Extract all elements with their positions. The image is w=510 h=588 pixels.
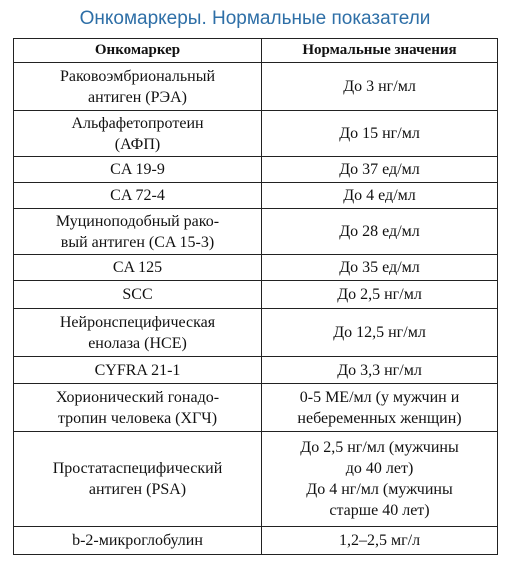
marker-cell: Нейронспецифическая енолаза (НСЕ) [14,309,262,357]
tumor-markers-table [13,38,498,555]
table-row [14,309,498,357]
column-header-normal-values: Нормальные значения [262,39,498,63]
normal-value-cell: До 12,5 нг/мл [262,309,498,357]
page-title: Онкомаркеры. Нормальные показатели [79,8,431,29]
table-row [14,527,498,555]
marker-cell: b-2-микроглобулин [14,527,262,555]
normal-value-cell: До 3,3 нг/мл [262,357,498,384]
table-row [14,111,498,157]
normal-value-cell: До 37 ед/мл [262,157,498,183]
table-row [14,281,498,309]
normal-value-cell: До 2,5 нг/мл [262,281,498,309]
normal-value-cell: До 28 ед/мл [262,209,498,255]
marker-cell: Альфафетопротеин (АФП) [14,111,262,157]
normal-value-cell: До 4 ед/мл [262,183,498,209]
table-body [14,63,498,555]
marker-cell: CA 72-4 [14,183,262,209]
marker-cell: Простатаспецифический антиген (PSA) [14,432,262,527]
marker-cell: CA 19-9 [14,157,262,183]
table-row [14,157,498,183]
column-header-marker: Онкомаркер [14,39,262,63]
table-row [14,63,498,111]
normal-value-cell: 1,2–2,5 мг/л [262,527,498,555]
normal-value-cell: До 35 ед/мл [262,255,498,281]
marker-cell: CYFRA 21-1 [14,357,262,384]
table-row [14,255,498,281]
marker-cell: Раковоэмбриональный антиген (РЭА) [14,63,262,111]
marker-cell: Хорионический гонадо- тропин человека (ХГЧ) [14,384,262,432]
normal-value-cell: До 3 нг/мл [262,63,498,111]
table-row [14,357,498,384]
table-row [14,209,498,255]
table-header-row [14,39,498,63]
marker-cell: SCC [14,281,262,309]
table-row [14,432,498,527]
marker-cell: Муциноподобный рако- вый антиген (CA 15-3) [14,209,262,255]
normal-value-cell: 0-5 МЕ/мл (у мужчин и небеременных женщин) [262,384,498,432]
normal-value-cell: До 2,5 нг/мл (мужчины до 40 лет) До 4 нг/мл (мужчины старше 40 лет) [262,432,498,527]
marker-cell: CA 125 [14,255,262,281]
table-row [14,384,498,432]
normal-value-cell: До 15 нг/мл [262,111,498,157]
table-row [14,183,498,209]
